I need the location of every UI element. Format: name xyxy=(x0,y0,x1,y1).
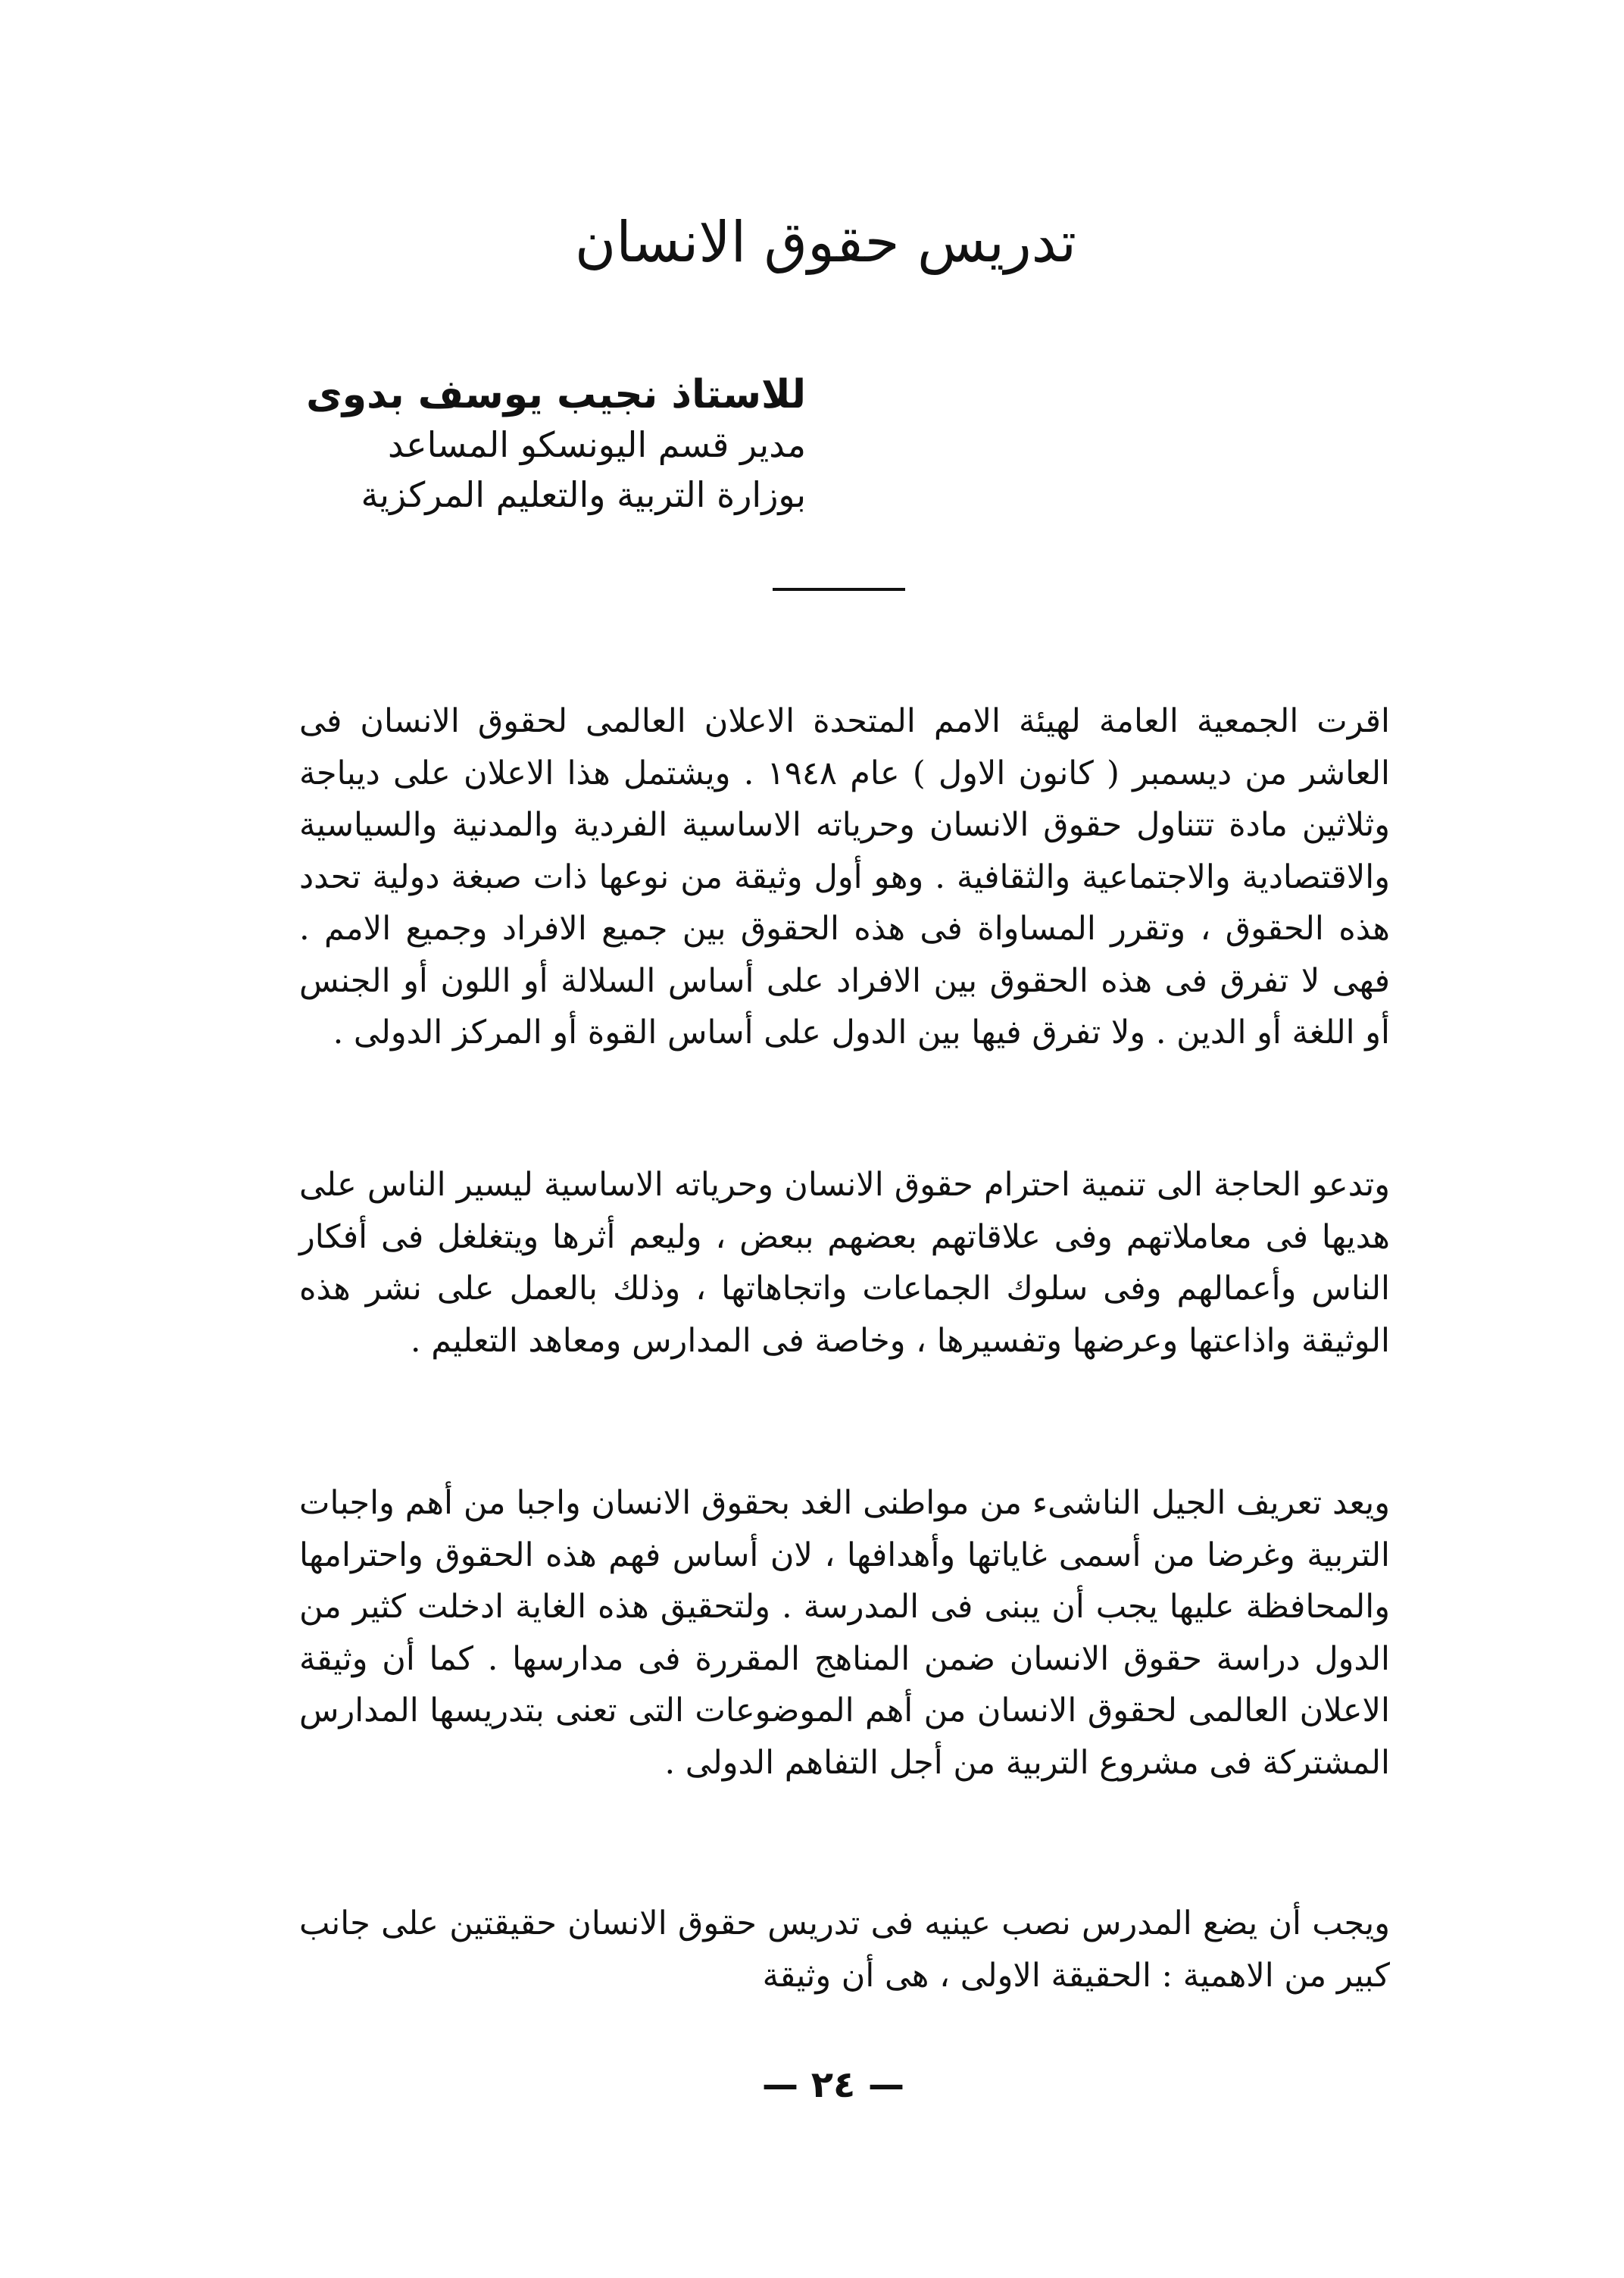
body-paragraph-4 xyxy=(299,1898,1390,2001)
author-role-line-2: بوزارة التربية والتعليم المركزية xyxy=(361,474,806,515)
author-role-line-1: مدير قسم اليونسكو المساعد xyxy=(388,424,806,465)
body-paragraph-3 xyxy=(299,1477,1390,1789)
body-paragraph-1 xyxy=(299,695,1390,1059)
article-title: تدريس حقوق الانسان xyxy=(574,210,1077,275)
title-divider xyxy=(773,588,905,591)
body-paragraph-2 xyxy=(299,1159,1390,1367)
author-name: للاستاذ نجيب يوسف بدوى xyxy=(306,372,806,417)
paragraph-text: ويعد تعريف الجيل الناشىء من مواطنى الغد بحقوق الانسان واجبا من أهم واجبات التربية وغرضا من أسمى غاياتها وأهدافها ، لان أساس فهم هذه الحقوق واحترامها والمحافظة عليها يجب أن يبنى فى المدرسة . ولتحقيق هذه الغاية ادخلت كثير من الدول دراسة حقوق الانسان ضمن المناهج المقررة فى مدارسها . كما أن وثيقة الاعلان العالمى لحقوق الانسان من أهم الموضوعات التى تعنى بتدريسها المدارس المشتركة فى مشروع التربية من أجل التفاهم الدولى . xyxy=(299,1484,1390,1782)
paragraph-text: وتدعو الحاجة الى تنمية احترام حقوق الانسان وحرياته الاساسية ليسير الناس على هديها فى معاملاتهم وفى علاقاتهم بعضهم ببعض ، وليعم أثرها ويتغلغل فى أفكار الناس وأعمالهم وفى سلوك الجماعات واتجاهاتها ، وذلك بالعمل على نشر هذه الوثيقة واذاعتها وعرضها وتفسيرها ، وخاصة فى المدارس ومعاهد التعليم . xyxy=(299,1166,1390,1360)
paragraph-text: ويجب أن يضع المدرس نصب عينيه فى تدريس حقوق الانسان حقيقتين على جانب كبير من الاهمية : الحقيقة الاولى ، هى أن وثيقة xyxy=(299,1905,1390,1995)
page-number: — ٢٤ — xyxy=(761,2064,905,2106)
author-block xyxy=(276,370,806,520)
paragraph-text: اقرت الجمعية العامة لهيئة الامم المتحدة الاعلان العالمى لحقوق الانسان فى العاشر من ديسمبر ( كانون الاول ) عام ١٩٤٨ . ويشتمل هذا الاعلان على ديباجة وثلاثين مادة تتناول حقوق الانسان وحرياته الاساسية الفردية والمدنية والسياسية والاقتصادية والاجتماعية والثقافية . وهو أول وثيقة من نوعها ذات صبغة دولية تحدد هذه الحقوق ، وتقرر المساواة فى هذه الحقوق بين جميع الافراد وجميع الامم . فهى لا تفرق فى هذه الحقوق بين الافراد على أساس السلالة أو اللون أو الجنس أو اللغة أو الدين . ولا تفرق فيها بين الدول على أساس القوة أو المركز الدولى . xyxy=(299,702,1390,1052)
